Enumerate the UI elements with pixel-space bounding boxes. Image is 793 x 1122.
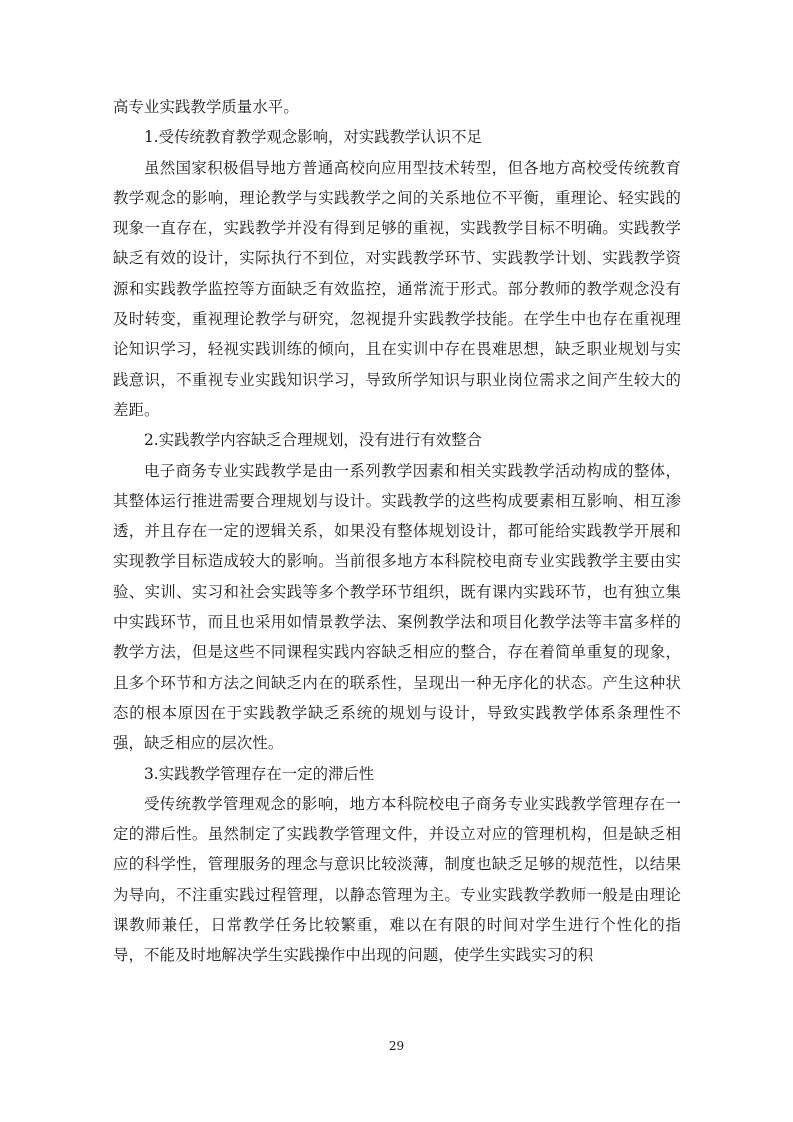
paragraph-continuation: 高专业实践教学质量水平。 <box>113 98 299 116</box>
section-heading-2: 2.实践教学内容缺乏合理规划，没有进行有效整合 <box>144 431 482 450</box>
section-heading-3: 3.实践教学管理存在一定的滞后性 <box>144 764 375 783</box>
page-number: 29 <box>388 1039 405 1053</box>
section-heading-1: 1.受传统教育教学观念影响，对实践教学认识不足 <box>144 128 482 147</box>
paragraph-1: 虽然国家积极倡导地方普通高校向应用型技术转型，但各地方高校受传统教育教学观念的影响，理论教学与实践教学之间的关系地位不平衡，重理论、轻实践的现象一直存在，实践教学并没有得到足够的重视，实践教学目标不明确。实践教学缺乏有效的设计，实际执行不到位，对实践教学环节、实践教学计划、实践教学资源和实践教学监控等方面缺乏有效监控，通常流于形式。部分教师的教学观念没有及时转变，重视理论教学与研究，忽视提升实践教学技能。在学生中也存在重视理论知识学习，轻视实践训练的倾向，且在实训中存在畏难思想，缺乏职业规划与实践意识，不重视专业实践知识学习，导致所学知识与职业岗位需求之间产生较大的差距。 <box>113 158 681 419</box>
document-body <box>113 92 681 971</box>
paragraph-2: 电子商务专业实践教学是由一系列教学因素和相关实践教学活动构成的整体，其整体运行推进需要合理规划与设计。实践教学的这些构成要素相互影响、相互渗透，并且存在一定的逻辑关系，如果没有整体规划设计，都可能给实践教学开展和实现教学目标造成较大的影响。当前很多地方本科院校电商专业实践教学主要由实验、实训、实习和社会实践等多个教学环节组织，既有课内实践环节，也有独立集中实践环节，而且也采用如情景教学法、案例教学法和项目化教学法等丰富多样的教学方法，但是这些不同课程实践内容缺乏相应的整合，存在着简单重复的现象，且多个环节和方法之间缺乏内在的联系性，呈现出一种无序化的状态。产生这种状态的根本原因在于实践教学缺乏系统的规划与设计，导致实践教学体系条理性不强，缺乏相应的层次性。 <box>113 461 681 753</box>
paragraph-3: 受传统教学管理观念的影响，地方本科院校电子商务专业实践教学管理存在一定的滞后性。虽然制定了实践教学管理文件，并设立对应的管理机构，但是缺乏相应的科学性，管理服务的理念与意识比较淡薄，制度也缺乏足够的规范性，以结果为导向，不注重实践过程管理，以静态管理为主。专业实践教学教师一般是由理论课教师兼任，日常教学任务比较繁重，难以在有限的时间对学生进行个性化的指导，不能及时地解决学生实践操作中出现的问题，使学生实践实习的积 <box>113 794 681 965</box>
